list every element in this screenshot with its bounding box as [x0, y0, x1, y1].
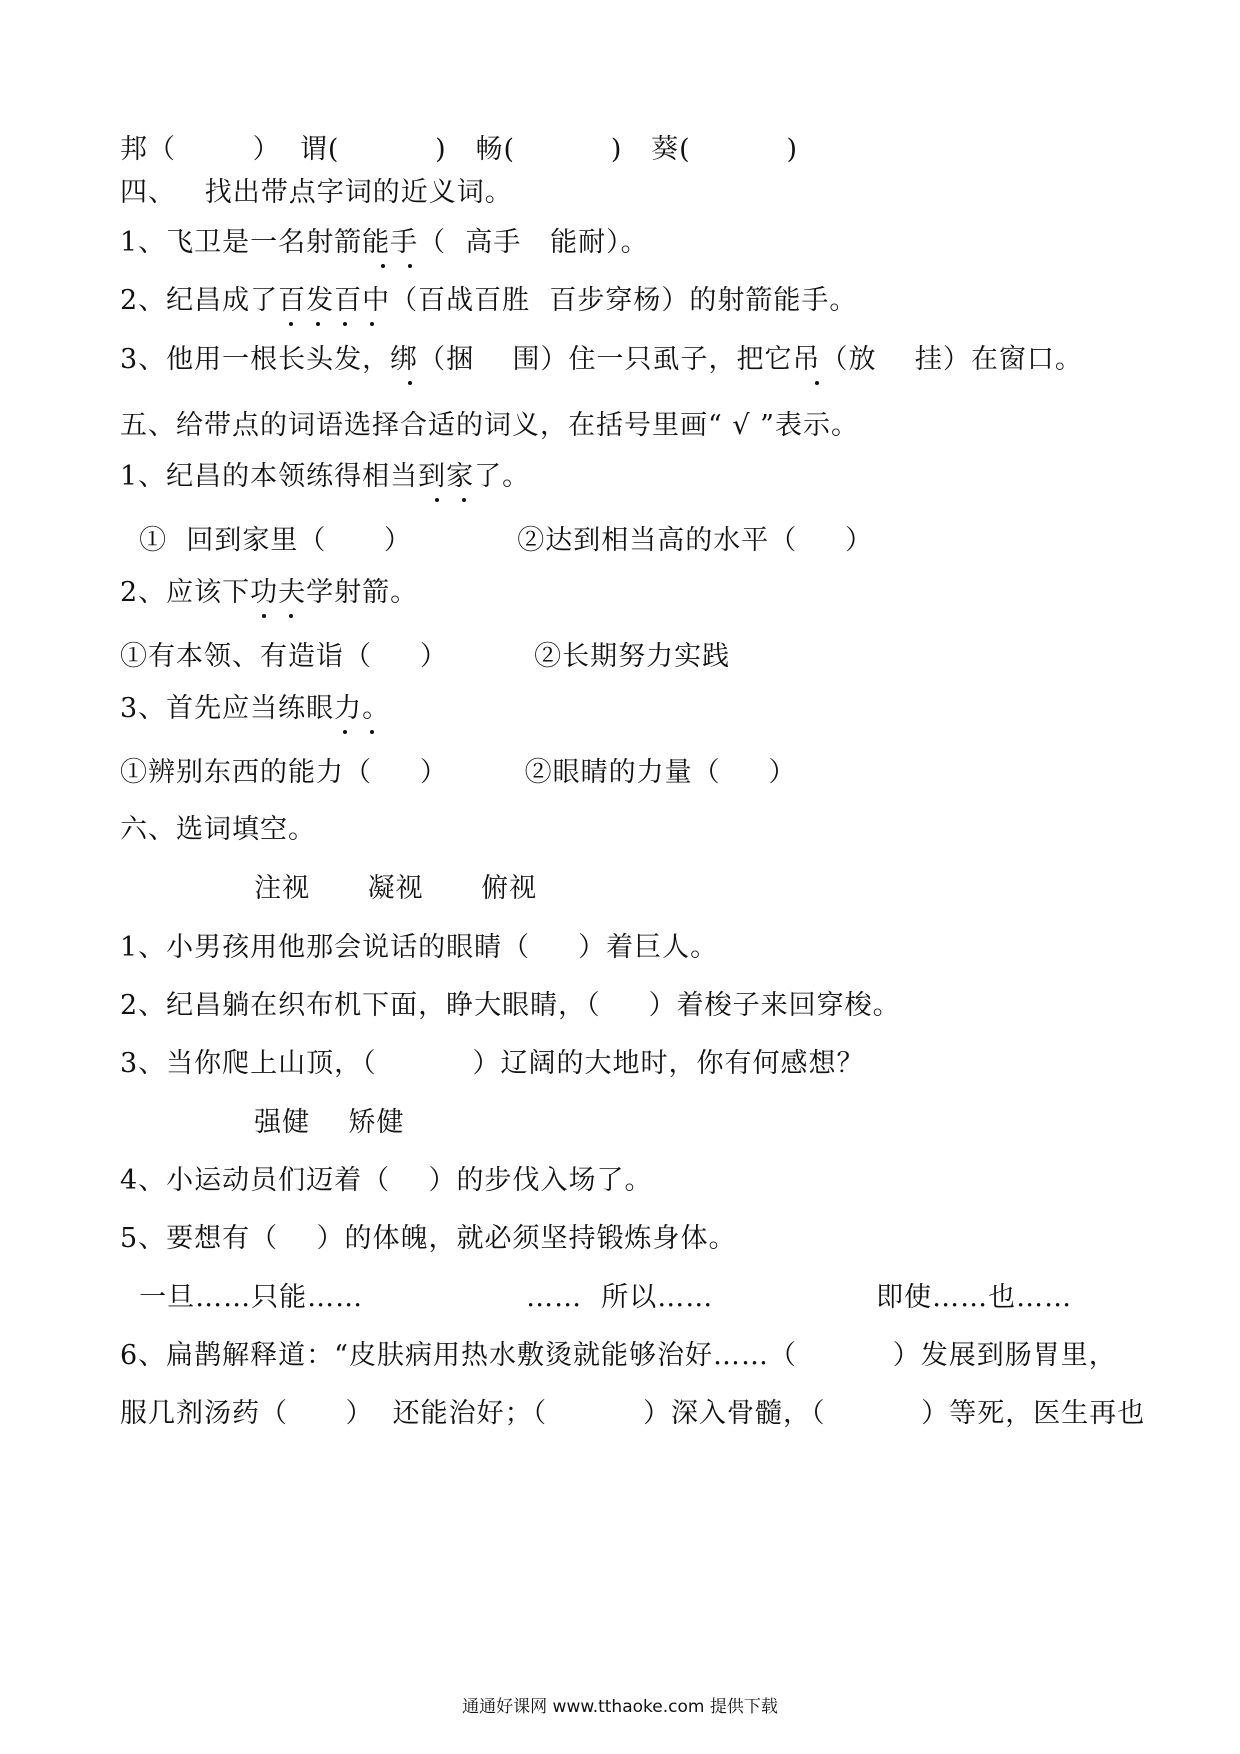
- emphasis-dot: [815, 381, 819, 385]
- section-6-item-5: 5、要想有（ ）的体魄，就必须坚持锻炼身体。: [120, 1223, 737, 1254]
- emphasis-dot: [462, 498, 466, 502]
- section-6-item-2: 2、纪昌躺在织布机下面，睁大眼睛，（ ）着梭子来回穿梭。: [120, 990, 901, 1021]
- section-4-item-1: 1、飞卫是一名射箭能手（ 高手 能耐）。: [120, 227, 649, 258]
- emphasis-dot: [381, 264, 385, 268]
- emphasis-dot: [435, 498, 439, 502]
- section-5-item-3: 3、首先应当练眼力。: [120, 693, 391, 724]
- section-6-item-6-line-1: 6、扁鹊解释道：“皮肤病用热水敷烫就能够治好……（ ）发展到肠胃里，: [120, 1340, 1117, 1371]
- section-6-word-bank-1: 注视 凝视 俯视: [120, 873, 538, 904]
- section-5-item-2-options: ①有本领、有造诣（ ） ②长期努力实践: [120, 641, 731, 672]
- section-6-conjunction-bank: 一旦……只能…… …… 所以…… 即使……也……: [120, 1282, 1073, 1313]
- emphasis-dot: [343, 730, 347, 734]
- section-4-heading: 四、 找出带点字词的近义词。: [120, 177, 513, 208]
- emphasis-dot: [343, 322, 347, 326]
- emphasis-dot: [316, 322, 320, 326]
- section-5-item-3-options: ①辨别东西的能力（ ） ②眼睛的力量（ ）: [120, 757, 797, 788]
- page-footer: 通通好课网 www.tthaoke.com 提供下载: [462, 1697, 778, 1717]
- section-5-item-1: 1、纪昌的本领练得相当到家了。: [120, 461, 531, 492]
- emphasis-dot: [289, 322, 293, 326]
- emphasis-dot: [289, 614, 293, 618]
- section-6-item-4: 4、小运动员们迈着（ ）的步伐入场了。: [120, 1165, 653, 1196]
- emphasis-dot: [408, 264, 412, 268]
- section-6-item-1: 1、小男孩用他那会说话的眼睛（ ）着巨人。: [120, 932, 719, 963]
- section-6-item-6-line-2: 服几剂汤药（ ） 还能治好；（ ）深入骨髓，（ ）等死，医生再也: [120, 1398, 1146, 1429]
- section-6-item-3: 3、当你爬上山顶，（ ）辽阔的大地时，你有何感想？: [120, 1048, 865, 1079]
- section-4-item-3: 3、他用一根长头发，绑（捆 围）住一只虱子，把它吊（放 挂）在窗口。: [120, 344, 1083, 375]
- line-char-form: 邦（ ） 谓( ) 畅( ) 葵( ): [120, 134, 798, 165]
- section-4-item-2: 2、纪昌成了百发百中（百战百胜 百步穿杨）的射箭能手。: [120, 285, 858, 316]
- section-5-item-2: 2、应该下功夫学射箭。: [120, 577, 419, 608]
- emphasis-dot: [408, 381, 412, 385]
- emphasis-dot: [370, 730, 374, 734]
- section-6-heading: 六、选词填空。: [120, 814, 316, 845]
- emphasis-dot: [262, 614, 266, 618]
- section-6-word-bank-2: 强健 矫健: [120, 1107, 405, 1138]
- section-5-heading: 五、给带点的词语选择合适的词义，在括号里画“ √ ”表示。: [120, 410, 859, 441]
- emphasis-dot: [370, 322, 374, 326]
- section-5-item-1-options: ① 回到家里（ ） ②达到相当高的水平（ ）: [120, 525, 874, 556]
